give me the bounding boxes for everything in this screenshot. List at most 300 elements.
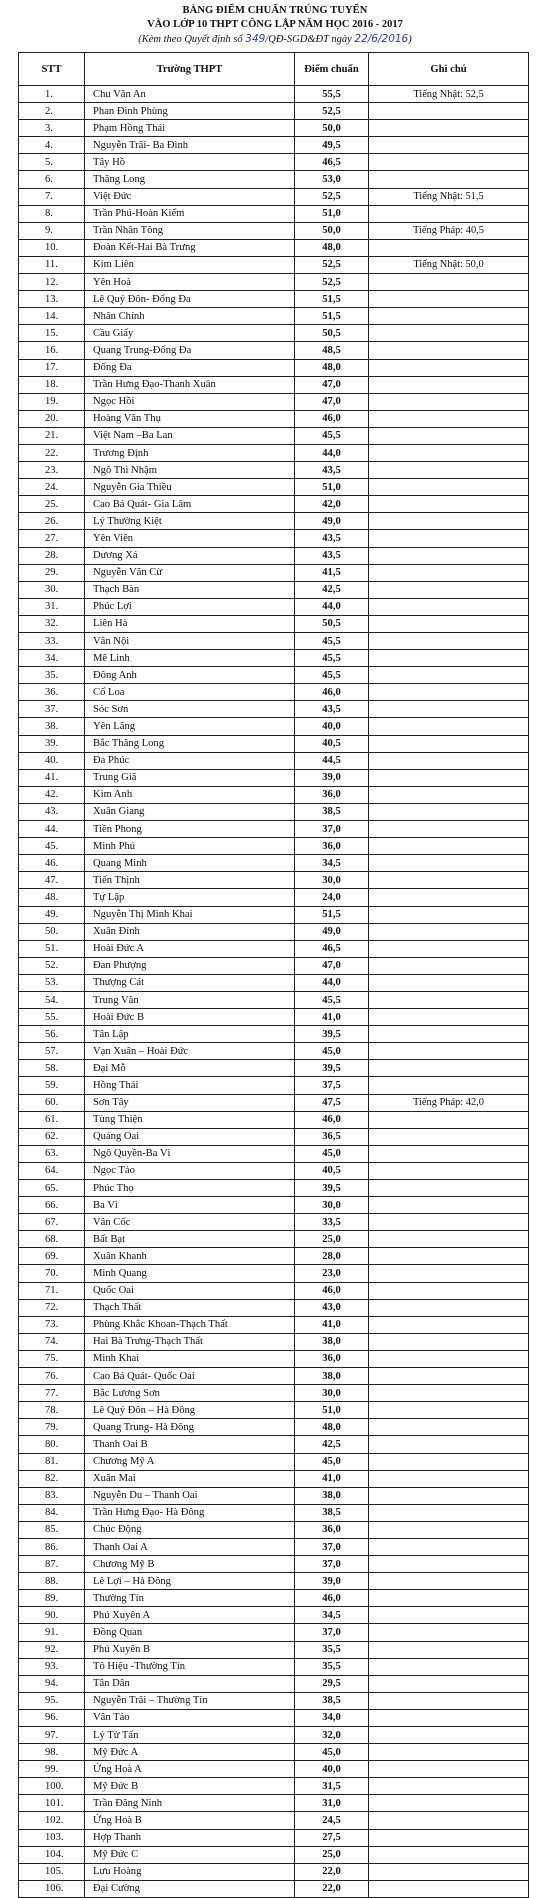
table-row [19, 1470, 529, 1487]
table-row [19, 291, 529, 308]
row-note [369, 718, 529, 735]
row-stt: 106. [19, 1880, 85, 1897]
row-score: 43,5 [295, 701, 369, 718]
row-school: Chu Văn An [85, 86, 295, 103]
row-stt: 97. [19, 1727, 85, 1744]
row-note [369, 1641, 529, 1658]
table-row [19, 1521, 529, 1538]
row-stt: 96. [19, 1709, 85, 1726]
row-school: Sóc Sơn [85, 701, 295, 718]
row-note [369, 1333, 529, 1350]
row-stt: 83. [19, 1487, 85, 1504]
table-row [19, 274, 529, 291]
row-score: 55,5 [295, 86, 369, 103]
row-note [369, 496, 529, 513]
row-school: Nguyễn Gia Thiều [85, 479, 295, 496]
row-school: Đồng Quan [85, 1624, 295, 1641]
row-stt: 105. [19, 1863, 85, 1880]
row-score: 41,0 [295, 1009, 369, 1026]
row-note [369, 1248, 529, 1265]
row-school: Đông Anh [85, 667, 295, 684]
row-score: 45,5 [295, 991, 369, 1008]
row-note [369, 735, 529, 752]
table-row [19, 718, 529, 735]
table-row [19, 1402, 529, 1419]
row-stt: 19. [19, 393, 85, 410]
row-note [369, 1658, 529, 1675]
row-stt: 11. [19, 256, 85, 273]
row-score: 47,5 [295, 1094, 369, 1111]
table-row [19, 889, 529, 906]
table-row [19, 342, 529, 359]
header-note: Ghi chú [369, 53, 529, 86]
table-row [19, 1299, 529, 1316]
row-stt: 90. [19, 1607, 85, 1624]
table-row [19, 735, 529, 752]
table-body [19, 86, 529, 1898]
table-row [19, 188, 529, 205]
row-note [369, 991, 529, 1008]
row-note [369, 1111, 529, 1128]
row-score: 45,0 [295, 1145, 369, 1162]
table-row [19, 1504, 529, 1521]
row-note [369, 1795, 529, 1812]
row-school: Sơn Tây [85, 1094, 295, 1111]
row-stt: 6. [19, 171, 85, 188]
table-row [19, 1009, 529, 1026]
row-score: 37,0 [295, 1624, 369, 1641]
row-score: 46,0 [295, 1282, 369, 1299]
row-note [369, 308, 529, 325]
row-school: Mê Linh [85, 650, 295, 667]
row-stt: 49. [19, 906, 85, 923]
row-score: 31,0 [295, 1795, 369, 1812]
row-score: 50,5 [295, 325, 369, 342]
row-stt: 85. [19, 1521, 85, 1538]
row-school: Tiến Thịnh [85, 872, 295, 889]
row-school: Thạch Thất [85, 1299, 295, 1316]
row-note [369, 291, 529, 308]
table-row [19, 1538, 529, 1555]
row-note [369, 274, 529, 291]
row-school: Quang Minh [85, 855, 295, 872]
row-school: Thạch Bàn [85, 581, 295, 598]
row-school: Trương Định [85, 444, 295, 461]
row-stt: 70. [19, 1265, 85, 1282]
header-score: Điểm chuẩn [295, 53, 369, 86]
row-stt: 34. [19, 650, 85, 667]
row-score: 45,5 [295, 650, 369, 667]
row-note [369, 1521, 529, 1538]
row-school: Lê Quý Đôn – Hà Đông [85, 1402, 295, 1419]
row-score: 29,5 [295, 1675, 369, 1692]
row-score: 49,0 [295, 513, 369, 530]
row-note [369, 1675, 529, 1692]
row-school: Nguyễn Thị Minh Khai [85, 906, 295, 923]
row-stt: 54. [19, 991, 85, 1008]
table-row [19, 1385, 529, 1402]
row-stt: 95. [19, 1692, 85, 1709]
row-note [369, 1385, 529, 1402]
row-note [369, 205, 529, 222]
row-note [369, 855, 529, 872]
row-stt: 75. [19, 1350, 85, 1367]
row-note [369, 701, 529, 718]
row-school: Vân Nội [85, 633, 295, 650]
row-stt: 88. [19, 1573, 85, 1590]
row-score: 36,0 [295, 838, 369, 855]
row-stt: 84. [19, 1504, 85, 1521]
row-note [369, 427, 529, 444]
table-row [19, 1846, 529, 1863]
row-stt: 3. [19, 120, 85, 137]
row-score: 36,0 [295, 1521, 369, 1538]
row-school: Phan Đình Phùng [85, 103, 295, 120]
row-school: Hai Bà Trưng-Thạch Thất [85, 1333, 295, 1350]
table-row [19, 137, 529, 154]
table-row [19, 1487, 529, 1504]
row-school: Tiền Phong [85, 821, 295, 838]
table-row [19, 496, 529, 513]
row-score: 38,0 [295, 1487, 369, 1504]
row-score: 42,0 [295, 496, 369, 513]
row-school: Yên Lãng [85, 718, 295, 735]
header-stt: STT [19, 53, 85, 86]
table-row [19, 427, 529, 444]
table-row [19, 1692, 529, 1709]
row-score: 40,5 [295, 735, 369, 752]
row-score: 52,5 [295, 274, 369, 291]
table-row [19, 633, 529, 650]
row-school: Bắc Lương Sơn [85, 1385, 295, 1402]
row-score: 51,5 [295, 291, 369, 308]
table-row [19, 940, 529, 957]
table-row [19, 103, 529, 120]
row-school: Ứng Hoà A [85, 1761, 295, 1778]
table-row [19, 154, 529, 171]
row-stt: 43. [19, 803, 85, 820]
table-row [19, 1077, 529, 1094]
row-score: 44,0 [295, 444, 369, 461]
document-subtitle: VÀO LỚP 10 THPT CÔNG LẬP NĂM HỌC 2016 - 2017 [147, 19, 403, 30]
row-school: Thanh Oai A [85, 1538, 295, 1555]
row-school: Bất Bạt [85, 1231, 295, 1248]
row-school: Minh Khai [85, 1350, 295, 1367]
row-score: 27,5 [295, 1829, 369, 1846]
row-score: 46,0 [295, 1111, 369, 1128]
table-row [19, 1265, 529, 1282]
row-score: 24,0 [295, 889, 369, 906]
row-score: 32,0 [295, 1727, 369, 1744]
row-note [369, 120, 529, 137]
row-note [369, 1316, 529, 1333]
row-stt: 66. [19, 1197, 85, 1214]
row-stt: 24. [19, 479, 85, 496]
row-score: 43,5 [295, 530, 369, 547]
row-stt: 103. [19, 1829, 85, 1846]
row-note [369, 530, 529, 547]
table-row [19, 1248, 529, 1265]
row-stt: 18. [19, 376, 85, 393]
table-row [19, 1658, 529, 1675]
table-row [19, 1094, 529, 1111]
row-note [369, 1060, 529, 1077]
row-stt: 101. [19, 1795, 85, 1812]
row-note [369, 547, 529, 564]
table-row [19, 769, 529, 786]
row-note [369, 1504, 529, 1521]
row-note [369, 171, 529, 188]
row-stt: 39. [19, 735, 85, 752]
table-row [19, 957, 529, 974]
row-score: 31,5 [295, 1778, 369, 1795]
row-score: 52,5 [295, 256, 369, 273]
row-note [369, 923, 529, 940]
row-stt: 57. [19, 1043, 85, 1060]
row-score: 38,0 [295, 1333, 369, 1350]
row-note [369, 684, 529, 701]
row-stt: 14. [19, 308, 85, 325]
row-school: Lưu Hoàng [85, 1863, 295, 1880]
table-row [19, 530, 529, 547]
row-score: 43,5 [295, 547, 369, 564]
row-note [369, 1727, 529, 1744]
table-row [19, 1675, 529, 1692]
table-row [19, 547, 529, 564]
row-stt: 1. [19, 86, 85, 103]
row-school: Mỹ Đức A [85, 1744, 295, 1761]
table-row [19, 1111, 529, 1128]
row-note [369, 410, 529, 427]
row-score: 49,5 [295, 137, 369, 154]
row-note [369, 1145, 529, 1162]
row-school: Phùng Khắc Khoan-Thạch Thất [85, 1316, 295, 1333]
row-stt: 15. [19, 325, 85, 342]
row-stt: 8. [19, 205, 85, 222]
row-note [369, 1128, 529, 1145]
row-score: 36,0 [295, 786, 369, 803]
row-school: Kim Liên [85, 256, 295, 273]
row-stt: 68. [19, 1231, 85, 1248]
table-row [19, 1145, 529, 1162]
row-note [369, 1419, 529, 1436]
row-school: Bắc Thăng Long [85, 735, 295, 752]
row-school: Cầu Giấy [85, 325, 295, 342]
table-row [19, 1180, 529, 1197]
row-stt: 33. [19, 633, 85, 650]
table-row [19, 1231, 529, 1248]
row-school: Việt Nam –Ba Lan [85, 427, 295, 444]
row-school: Phúc Thọ [85, 1180, 295, 1197]
row-school: Dương Xá [85, 547, 295, 564]
row-school: Nhân Chính [85, 308, 295, 325]
row-school: Nguyễn Trãi – Thường Tín [85, 1692, 295, 1709]
row-note [369, 1162, 529, 1179]
row-score: 46,0 [295, 684, 369, 701]
row-score: 48,0 [295, 359, 369, 376]
row-school: Liên Hà [85, 615, 295, 632]
table-row [19, 1863, 529, 1880]
row-stt: 61. [19, 1111, 85, 1128]
row-score: 39,5 [295, 1026, 369, 1043]
row-score: 45,0 [295, 1744, 369, 1761]
table-row [19, 701, 529, 718]
row-score: 53,0 [295, 171, 369, 188]
row-score: 49,0 [295, 923, 369, 940]
row-note [369, 1350, 529, 1367]
table-row [19, 513, 529, 530]
row-note [369, 513, 529, 530]
row-score: 46,0 [295, 1590, 369, 1607]
table-row [19, 1316, 529, 1333]
row-score: 45,5 [295, 427, 369, 444]
table-row [19, 1641, 529, 1658]
row-note [369, 1265, 529, 1282]
row-note [369, 1402, 529, 1419]
row-school: Ứng Hoà B [85, 1812, 295, 1829]
row-school: Việt Đức [85, 188, 295, 205]
row-score: 42,5 [295, 1436, 369, 1453]
row-stt: 32. [19, 615, 85, 632]
table-row [19, 1744, 529, 1761]
row-score: 39,0 [295, 1573, 369, 1590]
row-note [369, 1436, 529, 1453]
row-score: 22,0 [295, 1880, 369, 1897]
row-stt: 81. [19, 1453, 85, 1470]
row-score: 45,0 [295, 1453, 369, 1470]
row-note [369, 650, 529, 667]
table-row [19, 1197, 529, 1214]
row-score: 35,5 [295, 1641, 369, 1658]
table-row [19, 752, 529, 769]
row-note: Tiếng Pháp: 42,0 [369, 1094, 529, 1111]
row-school: Trần Đăng Ninh [85, 1795, 295, 1812]
row-school: Quốc Oai [85, 1282, 295, 1299]
row-score: 37,0 [295, 1538, 369, 1555]
row-note [369, 1214, 529, 1231]
row-score: 51,0 [295, 1402, 369, 1419]
table-row [19, 1590, 529, 1607]
row-school: Vân Tảo [85, 1709, 295, 1726]
row-stt: 80. [19, 1436, 85, 1453]
row-stt: 99. [19, 1761, 85, 1778]
row-school: Ngô Thì Nhậm [85, 462, 295, 479]
row-stt: 67. [19, 1214, 85, 1231]
row-school: Phú Xuyên A [85, 1607, 295, 1624]
row-stt: 25. [19, 496, 85, 513]
row-stt: 2. [19, 103, 85, 120]
row-school: Trung Giã [85, 769, 295, 786]
row-stt: 64. [19, 1162, 85, 1179]
row-note [369, 1299, 529, 1316]
row-school: Đại Cường [85, 1880, 295, 1897]
row-stt: 10. [19, 239, 85, 256]
row-school: Đoàn Kết-Hai Bà Trưng [85, 239, 295, 256]
row-score: 46,5 [295, 940, 369, 957]
row-stt: 53. [19, 974, 85, 991]
row-note [369, 342, 529, 359]
row-school: Tân Lập [85, 1026, 295, 1043]
row-note [369, 1863, 529, 1880]
row-score: 48,5 [295, 342, 369, 359]
row-note [369, 462, 529, 479]
row-score: 40,0 [295, 718, 369, 735]
row-stt: 29. [19, 564, 85, 581]
row-stt: 51. [19, 940, 85, 957]
row-note [369, 376, 529, 393]
row-note [369, 769, 529, 786]
row-stt: 50. [19, 923, 85, 940]
row-stt: 26. [19, 513, 85, 530]
row-note [369, 359, 529, 376]
row-note [369, 1026, 529, 1043]
decision-date: 22/6/2016 [354, 33, 409, 45]
row-stt: 7. [19, 188, 85, 205]
row-note [369, 137, 529, 154]
table-header-row [19, 53, 529, 86]
row-note [369, 1282, 529, 1299]
row-score: 22,0 [295, 1863, 369, 1880]
row-note [369, 1487, 529, 1504]
row-stt: 104. [19, 1846, 85, 1863]
row-note [369, 615, 529, 632]
row-score: 51,0 [295, 479, 369, 496]
row-stt: 40. [19, 752, 85, 769]
row-school: Nguyễn Văn Cừ [85, 564, 295, 581]
row-stt: 91. [19, 1624, 85, 1641]
row-note [369, 1709, 529, 1726]
row-school: Quang Trung- Hà Đông [85, 1419, 295, 1436]
row-stt: 36. [19, 684, 85, 701]
row-score: 41,5 [295, 564, 369, 581]
row-school: Nguyễn Du – Thanh Oai [85, 1487, 295, 1504]
row-score: 34,5 [295, 855, 369, 872]
row-school: Quang Trung-Đống Đa [85, 342, 295, 359]
row-note [369, 1556, 529, 1573]
row-school: Xuân Giang [85, 803, 295, 820]
table-row [19, 1709, 529, 1726]
row-stt: 73. [19, 1316, 85, 1333]
row-note [369, 1368, 529, 1385]
table-row [19, 564, 529, 581]
row-score: 47,0 [295, 376, 369, 393]
table-row [19, 393, 529, 410]
row-note [369, 325, 529, 342]
row-school: Lê Quý Đôn- Đống Đa [85, 291, 295, 308]
row-stt: 46. [19, 855, 85, 872]
row-school: Ba Vì [85, 1197, 295, 1214]
decision-prefix: (Kèm theo Quyết định số [138, 34, 246, 45]
table-row [19, 1060, 529, 1077]
table-row [19, 855, 529, 872]
row-note [369, 1692, 529, 1709]
row-score: 39,0 [295, 769, 369, 786]
row-school: Trần Phú-Hoàn Kiếm [85, 205, 295, 222]
row-score: 43,5 [295, 462, 369, 479]
row-school: Mỹ Đức B [85, 1778, 295, 1795]
row-score: 28,0 [295, 1248, 369, 1265]
row-school: Thượng Cát [85, 974, 295, 991]
row-stt: 31. [19, 598, 85, 615]
row-stt: 17. [19, 359, 85, 376]
row-stt: 65. [19, 1180, 85, 1197]
row-school: Hợp Thanh [85, 1829, 295, 1846]
table-row [19, 1607, 529, 1624]
table-row [19, 256, 529, 273]
row-stt: 28. [19, 547, 85, 564]
table-row [19, 479, 529, 496]
row-score: 37,0 [295, 1556, 369, 1573]
